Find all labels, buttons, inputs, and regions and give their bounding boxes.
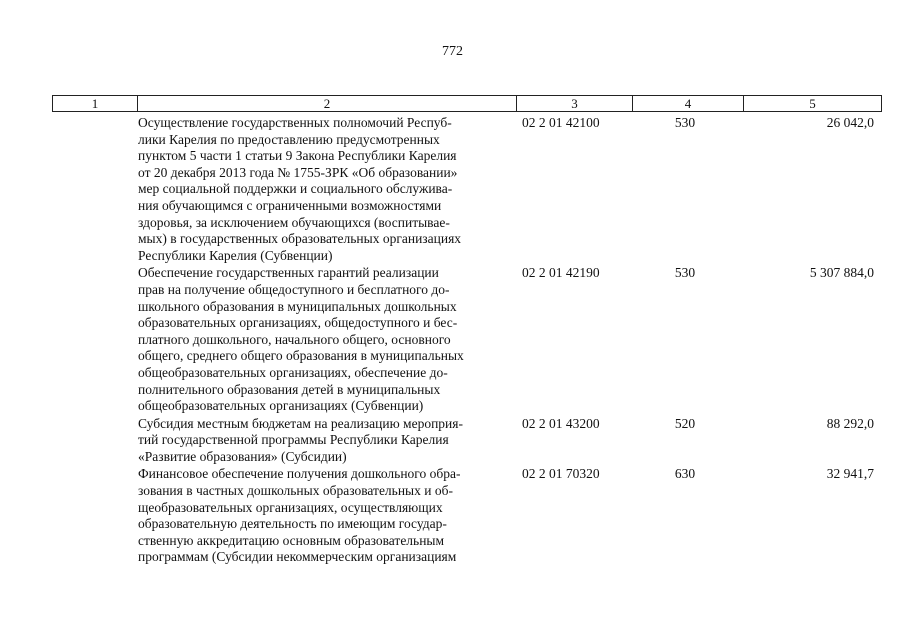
description-line: от 20 декабря 2013 года № 1755-ЗРК «Об образовании»: [138, 164, 458, 180]
description-line: ственную аккредитацию основным образовательным: [138, 532, 445, 548]
row-code: 02 2 01 43200: [522, 415, 600, 431]
row-type: 530: [674, 265, 696, 281]
description-line: здоровья, за исключением обучающихся (воспитывае-: [138, 214, 450, 230]
description-line: общеобразовательных организациях, обеспечение до-: [138, 364, 448, 380]
description-line: программам (Субсидии некоммерческим организациям: [138, 549, 457, 565]
row-description: [138, 265, 510, 414]
description-line: «Развитие образования» (Субсидии): [138, 448, 347, 464]
header-col-3: 3: [517, 96, 633, 111]
row-code: 02 2 01 42190: [522, 265, 600, 281]
description-line: общего, среднего общего образования в муниципальных: [138, 348, 464, 364]
table-row: [138, 416, 882, 466]
header-col-4: 4: [633, 96, 744, 111]
header-col-2: 2: [138, 96, 517, 111]
row-amount: 32 941,7: [826, 466, 874, 482]
table-row: [138, 265, 882, 414]
description-line: платного дошкольного, начального общего, основного: [138, 331, 451, 347]
description-line: тий государственной программы Республики Карелия: [138, 432, 449, 448]
description-line: Обеспечение государственных гарантий реализации: [138, 265, 439, 281]
description-line: щеобразовательных организациях, осуществляющих: [138, 499, 443, 515]
description-line: Финансовое обеспечение получения дошкольного обра-: [138, 466, 461, 482]
description-line: полнительного образования детей в муниципальных: [138, 381, 441, 397]
description-line: мых) в государственных образовательных организациях: [138, 231, 462, 247]
table-row: [138, 115, 882, 264]
description-line: образовательных организациях, общедоступного и бес-: [138, 315, 458, 331]
description-line: ния обучающимся с ограниченными возможностями: [138, 197, 442, 213]
row-type: 530: [674, 115, 696, 130]
row-type: 630: [674, 466, 696, 482]
row-code: 02 2 01 42100: [522, 115, 600, 130]
description-line: зования в частных дошкольных образовательных и об-: [138, 483, 453, 499]
header-col-1: 1: [53, 96, 138, 111]
description-line: Республики Карелия (Субвенции): [138, 247, 333, 263]
row-code: 02 2 01 70320: [522, 466, 600, 482]
row-amount: 5 307 884,0: [809, 265, 874, 281]
page-number: 772: [442, 44, 463, 59]
description-line: прав на получение общедоступного и бесплатного до-: [138, 281, 450, 297]
description-line: лики Карелия по предоставлению предусмотренных: [138, 131, 440, 147]
row-description: [138, 466, 510, 566]
row-type: 520: [674, 415, 696, 431]
description-line: общеобразовательных организациях (Субвенции): [138, 398, 424, 414]
description-line: пунктом 5 части 1 статьи 9 Закона Республики Карелия: [138, 148, 457, 164]
row-amount: 88 292,0: [826, 415, 874, 431]
row-description: [138, 416, 510, 466]
description-line: мер социальной поддержки и социального обслужива-: [138, 181, 453, 197]
row-description: [138, 115, 510, 264]
table-row: [138, 466, 882, 566]
row-amount: 26 042,0: [826, 115, 874, 130]
description-line: школьного образования в муниципальных дошкольных: [138, 298, 457, 314]
description-line: Субсидия местным бюджетам на реализацию мероприя-: [138, 415, 463, 431]
description-line: образовательную деятельность по имеющим государ-: [138, 516, 447, 532]
header-col-5: 5: [809, 96, 816, 111]
table-body: [138, 115, 882, 567]
table-header: [52, 95, 882, 112]
description-line: Осуществление государственных полномочий Респуб-: [138, 115, 452, 130]
